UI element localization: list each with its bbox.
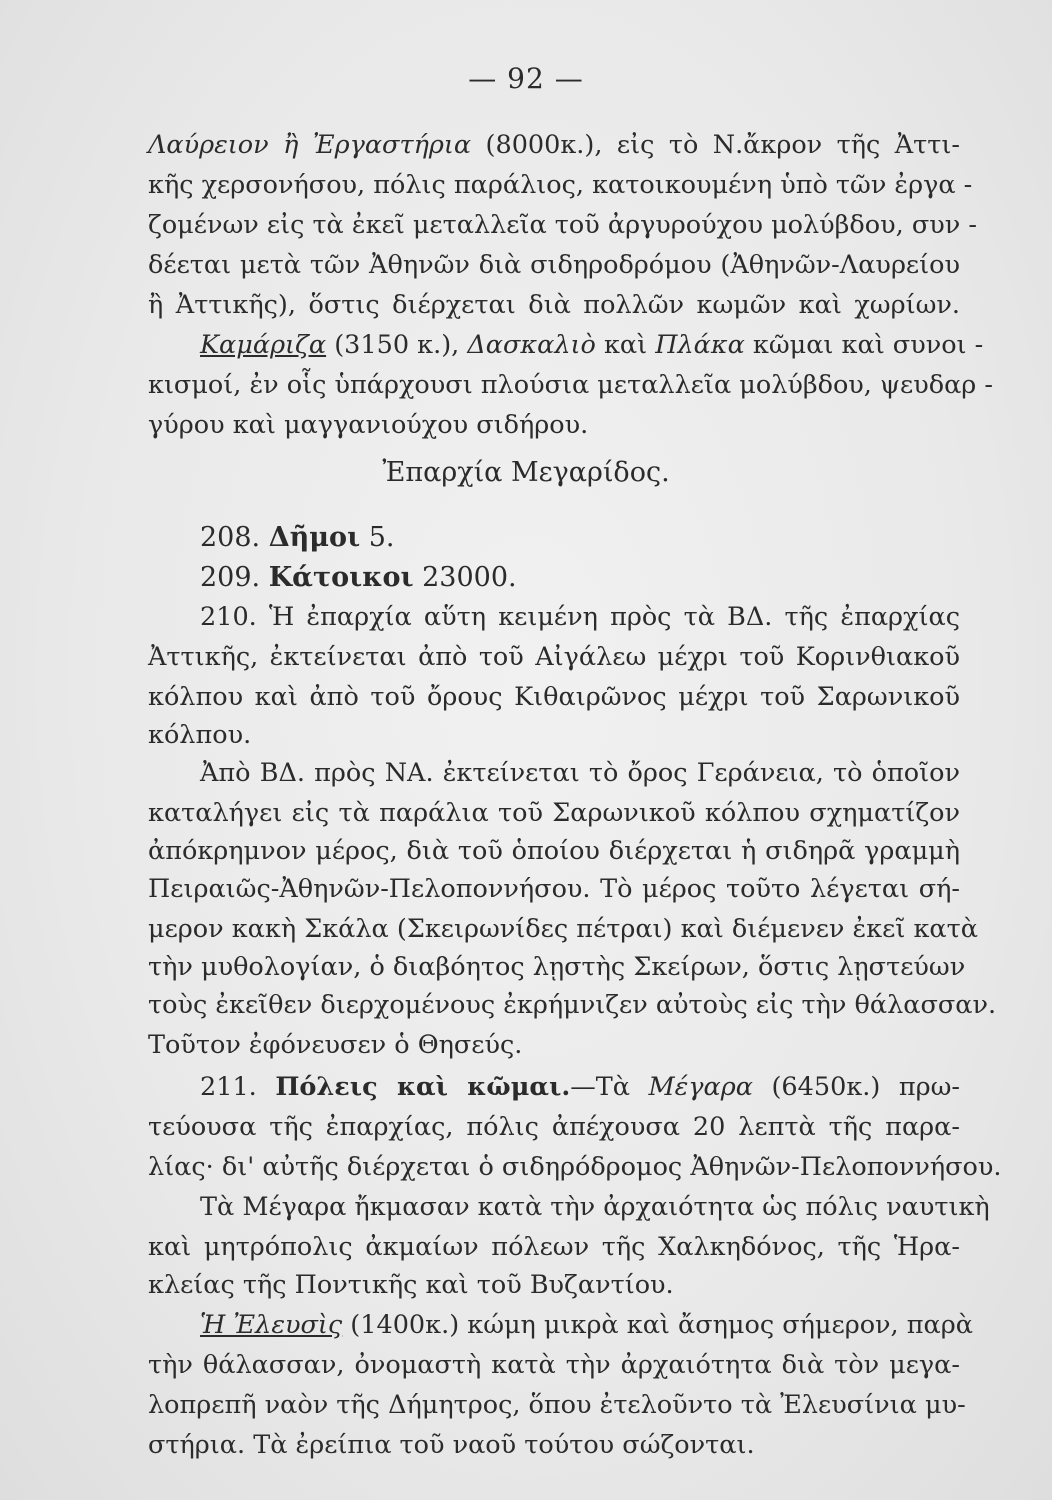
text-line: ἀπόκρημνον μέρος, διὰ τοῦ ὁποίου διέρχεται ἡ σιδηρᾶ γραμμὴ (148, 836, 960, 866)
text-line: στήρια. Τὰ ἐρείπια τοῦ ναοῦ τούτου σώζονται. (148, 1430, 755, 1460)
place-name: Δασκαλιὸ (467, 330, 596, 360)
text-line: κόλπου καὶ ἀπὸ τοῦ ὄρους Κιθαιρῶνος μέχρι τοῦ Σαρωνικοῦ (148, 682, 960, 712)
text-line: καὶ μητρόπολις ἀκμαίων πόλεων τῆς Χαλκηδόνος, τῆς Ἡρα- (148, 1232, 960, 1262)
text-line: μερον κακὴ Σκάλα (Σκειρωνίδες πέτραι) καὶ διέμενεν ἐκεῖ κατὰ (148, 914, 978, 944)
text-line: γύρου καὶ μαγγανιούχου σιδήρου. (148, 410, 589, 440)
text-line (200, 328, 984, 362)
place-name-underlined: Καμάριζα (200, 330, 327, 360)
text-span: (3150 κ.), (326, 330, 468, 360)
text-line: κόλπου. (148, 720, 252, 750)
item-value: 5. (368, 522, 395, 553)
text-line: λοπρεπῆ ναὸν τῆς Δήμητρος, ὅπου ἐτελοῦντο τὰ Ἐλευσίνια μυ- (148, 1390, 966, 1420)
text-line: ἢ Ἀττικῆς), ὅστις διέρχεται διὰ πολλῶν κωμῶν καὶ χωρίων. (148, 290, 960, 320)
item-number: 208. (200, 522, 261, 553)
place-name-underlined: Ἡ Ἐλευσὶς (200, 1310, 343, 1340)
text-line: τεύουσα τῆς ἐπαρχίας, πόλις ἀπέχουσα 20 λεπτὰ τῆς παρα- (148, 1112, 960, 1142)
item-209 (200, 560, 517, 596)
page-number: — 92 — (468, 62, 584, 95)
text-line (200, 1070, 960, 1104)
text-line: Τοῦτον ἐφόνευσεν ὁ Θησεύς. (148, 1030, 523, 1060)
text-span: κῶμαι καὶ συνοι - (744, 330, 984, 360)
text-line: τὴν θάλασσαν, ὀνομαστὴ κατὰ τὴν ἀρχαιότητα διὰ τὸν μεγα- (148, 1350, 960, 1380)
place-name: Πλάκα (655, 330, 745, 360)
text-line: κλείας τῆς Ποντικῆς καὶ τοῦ Βυζαντίου. (148, 1270, 674, 1300)
text-line: τὴν μυθολογίαν, ὁ διαβόητος λῃστὴς Σκείρων, ὅστις λῃστεύων (148, 952, 966, 982)
item-208 (200, 520, 395, 556)
item-number: 209. (200, 562, 261, 593)
text-line (200, 1308, 973, 1342)
text-line: δέεται μετὰ τῶν Ἀθηνῶν διὰ σιδηροδρόμου (Ἀθηνῶν-Λαυρείου (148, 250, 960, 280)
item-number: 211. (200, 1072, 257, 1102)
text-span: (8000κ.), εἰς τὸ Ν.ἄκρον τῆς Ἀττι- (471, 130, 961, 160)
text-line: Πειραιῶς-Ἀθηνῶν-Πελοποννήσου. Τὸ μέρος τοῦτο λέγεται σή- (148, 874, 960, 904)
place-name: Λαύρειον ἢ Ἐργαστήρια (148, 130, 472, 160)
text-line: κῆς χερσονήσου, πόλις παράλιος, κατοικουμένη ὑπὸ τῶν ἐργα - (148, 170, 973, 200)
text-line: Ἀπὸ ΒΔ. πρὸς ΝΑ. ἐκτείνεται τὸ ὄρος Γεράνεια, τὸ ὁποῖον (200, 758, 960, 788)
text-line: λίας· δι' αὐτῆς διέρχεται ὁ σιδηρόδρομος Ἀθηνῶν-Πελοποννήσου. (148, 1152, 1002, 1182)
text-line: Ἀττικῆς, ἐκτείνεται ἀπὸ τοῦ Αἰγάλεω μέχρι τοῦ Κορινθιακοῦ (148, 642, 960, 672)
text-line: κισμοί, ἐν οἷς ὑπάρχουσι πλούσια μεταλλεῖα μολύβδου, ψευδαρ - (148, 370, 994, 400)
text-span: καὶ (595, 330, 656, 360)
place-name (200, 1310, 342, 1340)
place-name: Μέγαρα (648, 1072, 753, 1102)
text-line: 210. Ἡ ἐπαρχία αὕτη κειμένη πρὸς τὰ ΒΔ. τῆς ἐπαρχίας (200, 602, 960, 632)
place-name (200, 330, 326, 360)
text-span: (1400κ.) κώμη μικρὰ καὶ ἄσημος σήμερον, παρὰ (342, 1310, 973, 1340)
section-heading: Ἐπαρχία Μεγαρίδος. (382, 457, 670, 488)
text-line: τοὺς ἐκεῖθεν διερχομένους ἐκρήμνιζεν αὐτοὺς εἰς τὴν θάλασσαν. (148, 990, 997, 1020)
text-line: Τὰ Μέγαρα ἤκμασαν κατὰ τὴν ἀρχαιότητα ὡς πόλις ναυτικὴ (200, 1192, 990, 1222)
item-label: Κάτοικοι (268, 562, 414, 593)
text-line (148, 128, 960, 162)
text-line: καταλήγει εἰς τὰ παράλια τοῦ Σαρωνικοῦ κόλπου σχηματίζον (148, 798, 960, 828)
text-line: ζομένων εἰς τὰ ἐκεῖ μεταλλεῖα τοῦ ἀργυρούχου μολύβδου, συν - (148, 210, 977, 240)
item-label: Δῆμοι (268, 522, 361, 553)
text-span: —Τὰ (570, 1072, 649, 1102)
text-span: (6450κ.) πρω- (752, 1072, 960, 1102)
item-value: 23000. (422, 562, 517, 593)
item-label: Πόλεις καὶ κῶμαι. (275, 1072, 571, 1102)
